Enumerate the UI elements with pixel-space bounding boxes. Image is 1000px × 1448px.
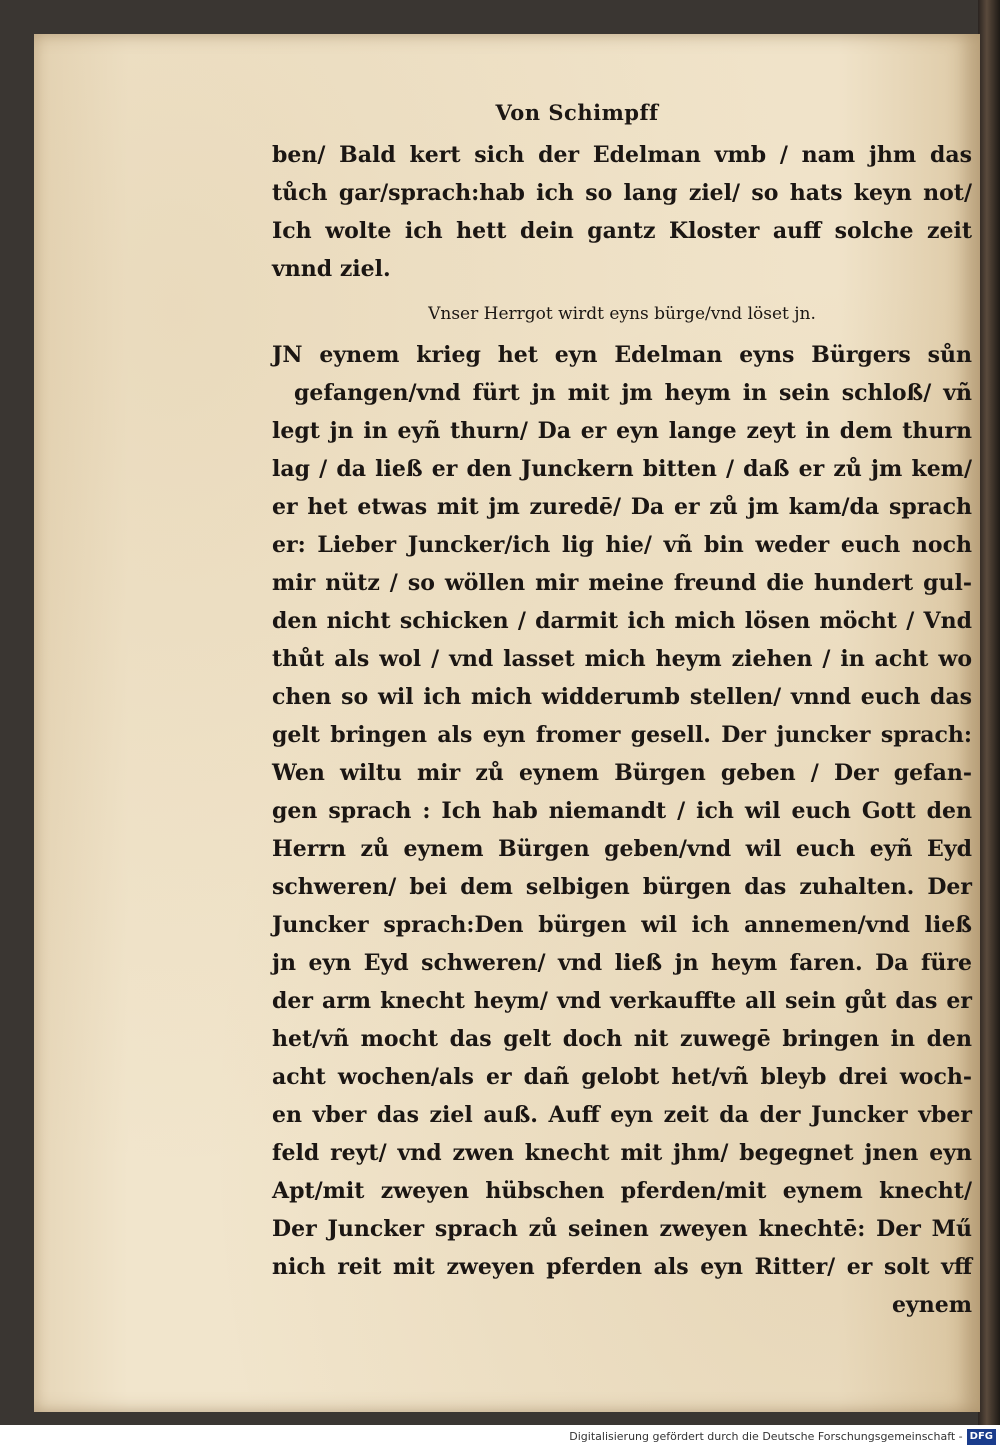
text-line: jn eyn Eyd schweren/ vnd ließ jn heym faren. Da füre	[272, 950, 972, 976]
text-line: feld reyt/ vnd zwen knecht mit jhm/ begegnet jnen eyn	[272, 1140, 972, 1166]
section-heading: Vnser Herrgot wirdt eyns bürge/vnd löset jn.	[428, 304, 816, 324]
text-line: vnnd ziel.	[272, 256, 391, 282]
text-line: het/vñ mocht das gelt doch nit zuwegē bringen in den	[272, 1026, 972, 1052]
text-line: mir nütz / so wöllen mir meine freund die hundert gul-	[272, 570, 972, 596]
footer-text: Digitalisierung gefördert durch die Deutsche Forschungsgemeinschaft -	[569, 1430, 963, 1443]
text-line: der arm knecht heym/ vnd verkauffte all sein gůt das er	[272, 988, 972, 1014]
text-line: tůch gar/sprach:hab ich so lang ziel/ so hats keyn not/	[272, 180, 972, 206]
book-page	[34, 34, 980, 1412]
catchword: eynem	[891, 1292, 972, 1318]
text-line: lag / da ließ er den Junckern bitten / daß er zů jm kem/	[272, 456, 972, 482]
text-line: schweren/ bei dem selbigen bürgen das zuhalten. Der	[272, 874, 972, 900]
text-line: Herrn zů eynem Bürgen geben/vnd wil euch eyñ Eyd	[272, 836, 972, 862]
text-line: ben/ Bald kert sich der Edelman vmb / nam jhm das	[272, 142, 972, 168]
text-line: Apt/mit zweyen hübschen pferden/mit eynem knecht/	[272, 1178, 972, 1204]
text-line: Juncker sprach:Den bürgen wil ich annemen/vnd ließ	[272, 912, 972, 938]
text-line: legt jn in eyñ thurn/ Da er eyn lange zeyt in dem thurn	[272, 418, 972, 444]
running-head: Von Schimpff	[495, 100, 659, 125]
text-line: en vber das ziel auß. Auff eyn zeit da der Juncker vber	[272, 1102, 972, 1128]
text-line-initial: JN eynem krieg het eyn Edelman eyns Bürgers sůn	[272, 342, 972, 368]
dfg-logo: DFG	[967, 1429, 996, 1445]
footer-credit	[0, 1425, 1000, 1448]
text-line: gefangen/vnd fürt jn mit jm heym in sein schloß/ vñ	[294, 380, 972, 406]
text-line: er het etwas mit jm zuredē/ Da er zů jm kam/da sprach	[272, 494, 972, 520]
text-line: gen sprach : Ich hab niemandt / ich wil euch Gott den	[272, 798, 972, 824]
book-binding-edge	[978, 0, 1000, 1425]
text-line: den nicht schicken / darmit ich mich lösen möcht / Vnd	[272, 608, 972, 634]
text-line: Wen wiltu mir zů eynem Bürgen geben / Der gefan-	[272, 760, 972, 786]
text-line: acht wochen/als er dañ gelobt het/vñ bleyb drei woch-	[272, 1064, 972, 1090]
text-line: Der Juncker sprach zů seinen zweyen knechtē: Der Mű	[272, 1216, 972, 1242]
text-line: Ich wolte ich hett dein gantz Kloster auff solche zeit	[272, 218, 972, 244]
text-line: nich reit mit zweyen pferden als eyn Ritter/ er solt vff	[272, 1254, 972, 1280]
text-line: er: Lieber Juncker/ich lig hie/ vñ bin weder euch noch	[272, 532, 972, 558]
text-line: gelt bringen als eyn fromer gesell. Der juncker sprach:	[272, 722, 972, 748]
text-line: chen so wil ich mich widderumb stellen/ vnnd euch das	[272, 684, 972, 710]
text-block	[272, 136, 972, 1324]
text-line: thůt als wol / vnd lasset mich heym ziehen / in acht wo	[272, 646, 972, 672]
